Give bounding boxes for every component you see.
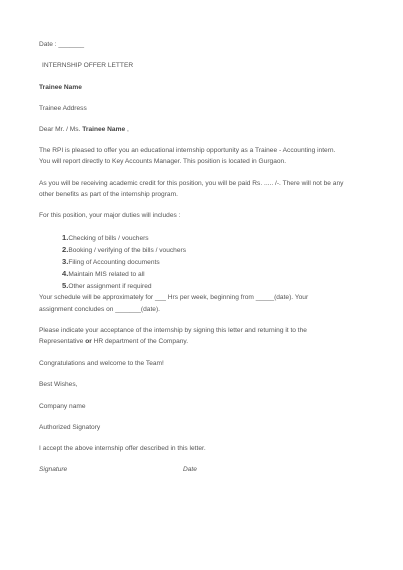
letter-heading: INTERNSHIP OFFER LETTER <box>42 62 134 69</box>
duty-item <box>62 234 149 243</box>
signature-label: Signature <box>39 466 68 473</box>
duty-text: Other assignment if required <box>68 283 152 290</box>
paragraph-pay-line-1: As you will be receiving academic credit for this position, you will be paid Rs. ..... /-. There will not be any <box>39 180 344 187</box>
trainee-address: Trainee Address <box>39 105 87 112</box>
date-label: Date <box>183 466 197 473</box>
salutation-suffix: , <box>125 126 129 133</box>
duty-number: 4. <box>62 269 69 278</box>
duty-text: Filing of Accounting documents <box>68 259 160 266</box>
duty-text: Maintain MIS related to all <box>68 271 145 278</box>
duty-number: 5. <box>62 281 69 290</box>
paragraph-offer-line-2: You will report directly to Key Accounts Manager. This position is located in Gurgaon. <box>39 158 287 165</box>
company-name: Company name <box>39 403 86 410</box>
acceptance-line-2 <box>39 338 188 346</box>
authorized-signatory: Authorized Signatory <box>39 424 101 431</box>
acceptance-hr: HR department of the Company. <box>91 338 189 345</box>
schedule-line-2: assignment concludes on _______(date). <box>39 306 160 313</box>
acceptance-representative: Representative <box>39 338 86 345</box>
paragraph-offer-line-1: The RPI is pleased to offer you an educational internship opportunity as a Trainee - Accounting intern. <box>39 147 336 154</box>
schedule-line-1: Your schedule will be approximately for ___ Hrs per week, beginning from _____(date). Your <box>39 294 309 301</box>
duty-number: 2. <box>62 245 69 254</box>
duties-intro: For this position, your major duties will includes : <box>39 212 181 219</box>
paragraph-pay-line-2: other benefits as part of the internship program. <box>39 191 178 198</box>
acceptance-line-1: Please indicate your acceptance of the internship by signing this letter and returning it to the <box>39 327 307 334</box>
duty-item <box>62 282 152 291</box>
acceptance-or: or <box>85 338 92 345</box>
salutation <box>39 126 129 134</box>
salutation-prefix: Dear Mr. / Ms. <box>39 126 83 133</box>
salutation-name: Trainee Name <box>82 126 126 133</box>
congratulations: Congratulations and welcome to the Team! <box>39 360 164 367</box>
duty-text: Checking of bills / vouchers <box>68 235 149 242</box>
duty-text: Booking / verifying of the bills / vouchers <box>68 247 186 254</box>
duty-item <box>62 270 145 279</box>
acceptance-statement: I accept the above internship offer described in this letter. <box>39 445 206 452</box>
duty-item <box>62 258 160 267</box>
duty-item <box>62 246 186 255</box>
date-line: Date : _______ <box>39 41 85 48</box>
duty-number: 1. <box>62 233 69 242</box>
duty-number: 3. <box>62 257 69 266</box>
best-wishes: Best Wishes, <box>39 381 78 388</box>
trainee-name: Trainee Name <box>39 84 82 91</box>
